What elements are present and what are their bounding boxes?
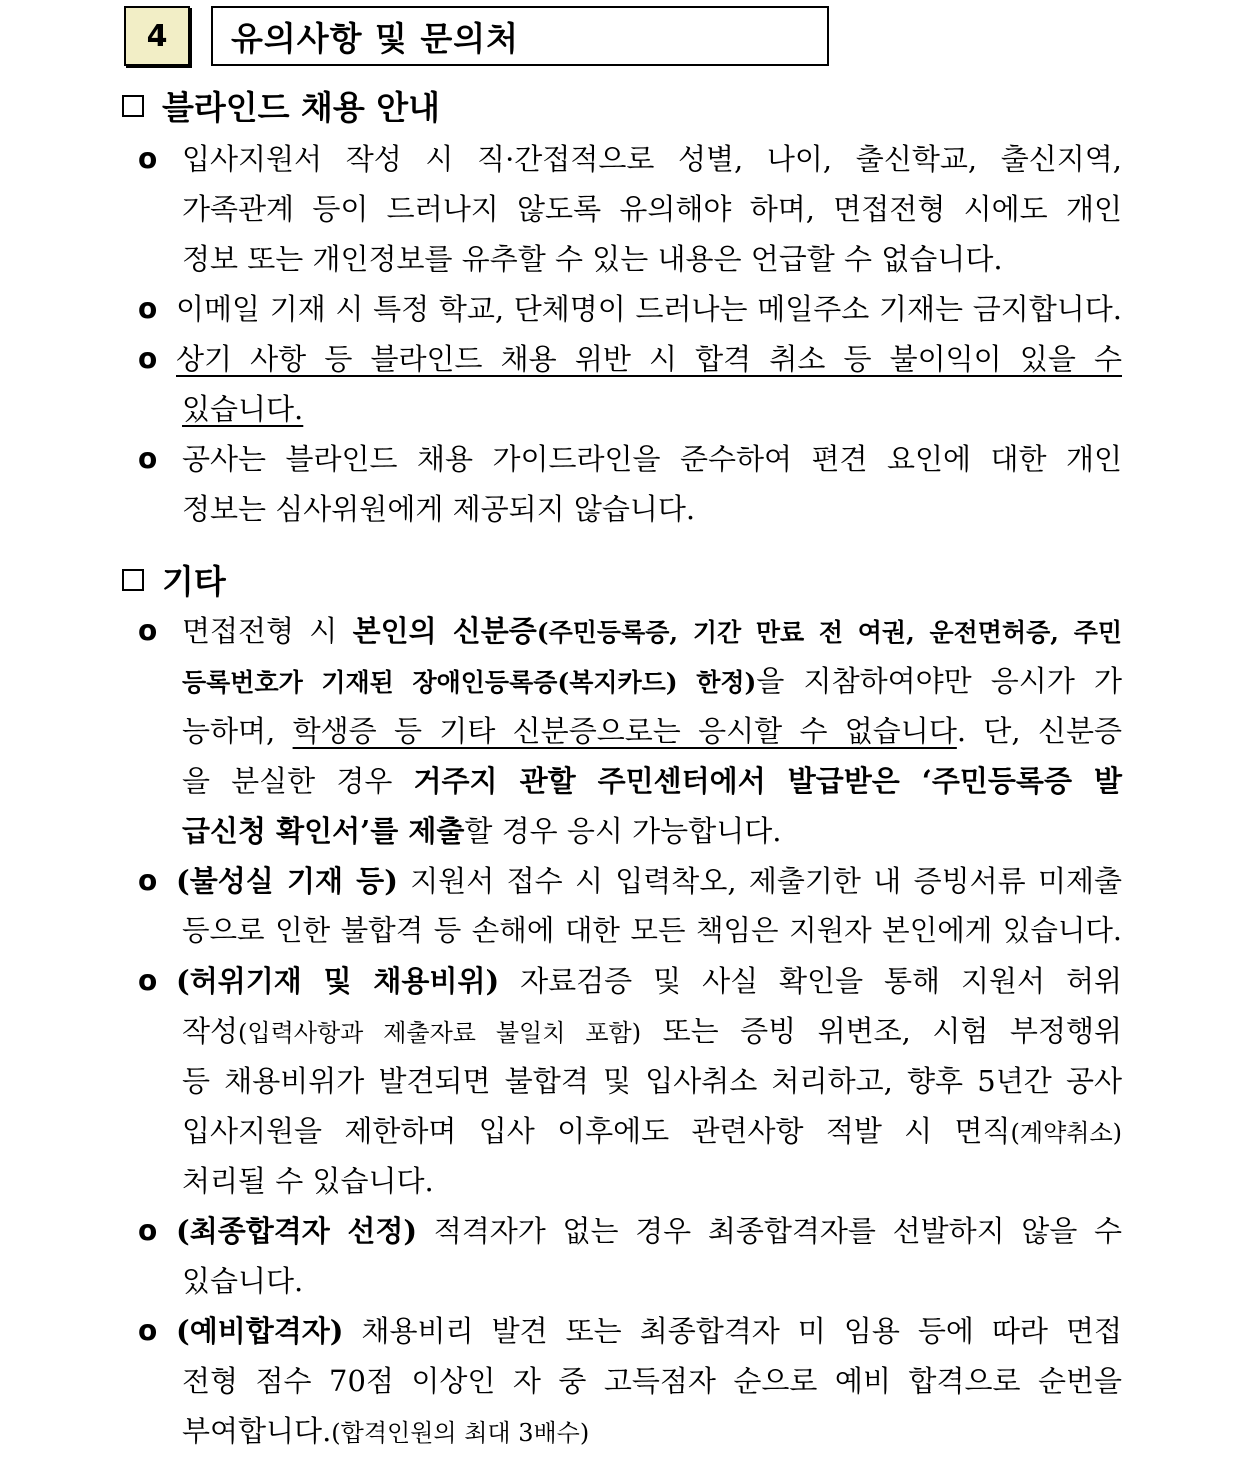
bullet-icon: ο <box>138 342 158 375</box>
blind-b1-line3: 정보 또는 개인정보를 유추할 수 있는 내용은 언급할 수 없습니다. <box>182 242 1003 276</box>
bold-text-run: 급신청 확인서’를 제출 <box>182 814 465 848</box>
etc-b2-line2: 등으로 인한 불합격 등 손해에 대한 모든 책임은 지원자 본인에게 있습니다. <box>182 914 1122 947</box>
bold-text-run: (허위기재 및 채용비위) <box>176 964 500 998</box>
text-run: 할 경우 응시 가능합니다. <box>464 814 782 848</box>
text-run: 또는 증빙 위변조, 시험 부정행위 <box>641 1014 1122 1048</box>
heading-blind-hiring-text: 블라인드 채용 안내 <box>162 88 441 127</box>
text-run: 작성 <box>182 1014 239 1048</box>
etc-b3-line1 <box>176 956 1122 1006</box>
blind-b3-line1 <box>176 334 1122 384</box>
small-text-run: (합격인원의 최대 3배수) <box>331 1419 590 1447</box>
bold-small-text-run: 등록번호가 기재된 장애인등록증(복지카드) 한정) <box>182 668 757 697</box>
heading-blind-hiring <box>122 82 440 129</box>
etc-b1-line4 <box>182 756 1122 806</box>
bold-text-run: (최종합격자 선정) <box>176 1214 418 1248</box>
section-title: 유의사항 및 문의처 <box>211 6 829 66</box>
bold-text-run: 본인의 신분증 <box>352 614 537 648</box>
blind-b3-line2-text: 있습니다. <box>182 392 304 426</box>
etc-b3-line4 <box>182 1106 1122 1158</box>
etc-b4-line2: 있습니다. <box>182 1264 304 1298</box>
text-run: 자료검증 및 사실 확인을 통해 지원서 허위 <box>499 964 1122 998</box>
small-text-run: (계약취소) <box>1010 1119 1122 1147</box>
blind-b3-line1-text: 상기 사항 등 블라인드 채용 위반 시 합격 취소 등 불이익이 있을 수 <box>176 342 1122 376</box>
etc-b3-line5: 처리될 수 있습니다. <box>182 1164 434 1198</box>
blind-b4-line1: 공사는 블라인드 채용 가이드라인을 준수하여 편견 요인에 대한 개인 <box>182 442 1122 476</box>
blind-b3-line2 <box>182 384 1122 434</box>
etc-b1-line2 <box>182 656 1122 708</box>
blind-b2-line1: 이메일 기재 시 특정 학교, 단체명이 드러나는 메일주소 기재는 금지합니다. <box>176 292 1122 326</box>
etc-b2-line1 <box>176 856 1122 906</box>
bullet-icon: ο <box>138 142 158 175</box>
bullet-icon: ο <box>138 864 158 897</box>
text-run: 면접전형 시 <box>182 614 353 648</box>
bullet-icon: ο <box>138 614 158 647</box>
text-run: 입사지원을 제한하며 입사 이후에도 관련사항 적발 시 면직 <box>182 1114 1011 1148</box>
bullet-icon: ο <box>138 292 158 325</box>
blind-b1-line2: 가족관계 등이 드러나지 않도록 유의해야 하며, 면접전형 시에도 개인 <box>182 192 1122 226</box>
blind-b4-line2: 정보는 심사위원에게 제공되지 않습니다. <box>182 492 696 526</box>
text-run: 을 지참하여야만 응시가 가 <box>756 664 1122 698</box>
text-run: 채용비리 발견 또는 최종합격자 미 임용 등에 따라 면접 <box>343 1314 1122 1348</box>
etc-b3-line2 <box>182 1006 1122 1058</box>
bold-text-run: (예비합격자) <box>176 1314 344 1348</box>
heading-etc-text: 기타 <box>162 562 226 601</box>
bold-text-run: 거주지 관할 주민센터에서 발급받은 ‘주민등록증 발 <box>413 764 1122 798</box>
etc-b1-line3 <box>182 706 1122 756</box>
underlined-text-run: 학생증 등 기타 신분증으로는 응시할 수 없습니다 <box>292 714 957 748</box>
etc-b5-line2: 전형 점수 70점 이상인 자 중 고득점자 순으로 예비 합격으로 순번을 <box>182 1364 1122 1398</box>
etc-b5-line1 <box>176 1306 1122 1356</box>
etc-b1-line5 <box>182 806 1122 856</box>
bullet-icon: ο <box>138 1214 158 1247</box>
etc-b1-line1 <box>182 606 1122 658</box>
bold-small-text-run: (주민등록증, 기간 만료 전 여권, 운전면허증, 주민 <box>536 618 1122 647</box>
heading-etc <box>122 556 226 603</box>
etc-b3-line3: 등 채용비위가 발견되면 불합격 및 입사취소 처리하고, 향후 5년간 공사 <box>182 1064 1122 1098</box>
text-run: 능하며, <box>182 714 293 748</box>
section-number-badge: 4 <box>124 6 190 66</box>
bullet-icon: ο <box>138 442 158 475</box>
text-run: 부여합니다. <box>182 1414 332 1448</box>
bold-text-run: (불성실 기재 등) <box>176 864 398 898</box>
small-text-run: (입력사항과 제출자료 불일치 포함) <box>238 1019 642 1047</box>
checkbox-square-icon <box>122 95 144 117</box>
text-run: 지원서 접수 시 입력착오, 제출기한 내 증빙서류 미제출 <box>397 864 1122 898</box>
etc-b5-line3 <box>182 1406 1122 1458</box>
etc-b4-line1 <box>176 1206 1122 1256</box>
checkbox-square-icon <box>122 569 144 591</box>
text-run: . 단, 신분증 <box>956 714 1122 748</box>
text-run: 을 분실한 경우 <box>182 764 414 798</box>
text-run: 적격자가 없는 경우 최종합격자를 선발하지 않을 수 <box>417 1214 1123 1248</box>
blind-b1-line1: 입사지원서 작성 시 직·간접적으로 성별, 나이, 출신학교, 출신지역, <box>182 142 1122 176</box>
bullet-icon: ο <box>138 1314 158 1347</box>
bullet-icon: ο <box>138 964 158 997</box>
